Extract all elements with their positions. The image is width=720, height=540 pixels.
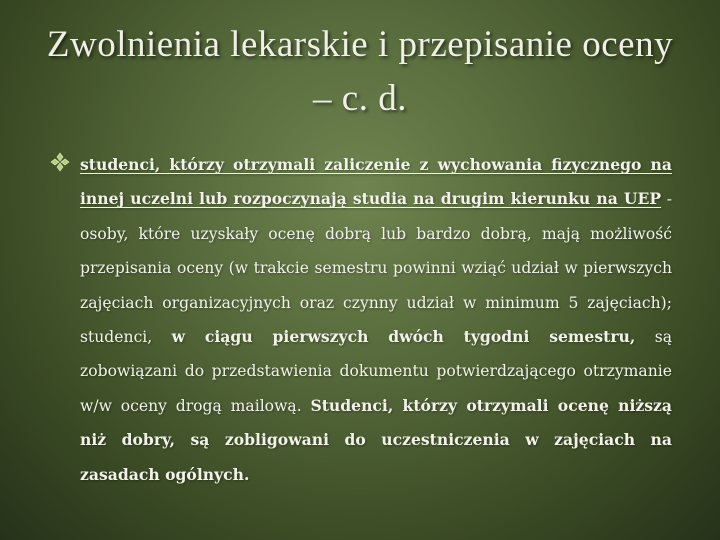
bold-deadline: w ciągu pierwszych dwóch tygodni semestru, <box>171 327 636 347</box>
slide-title <box>0 18 720 126</box>
bold-closing: Studenci, którzy otrzymali ocenę niższą niż dobry, są zobligowani do uczestniczenia w zajęciach na zasadach ogólnych. <box>80 395 672 484</box>
paragraph-text-2: są zobowiązani do przedstawienia dokumentu potwierdzającego otrzymanie w/w oceny drogą mailową. <box>80 328 672 415</box>
title-line-2: – c. d. <box>313 78 407 119</box>
paragraph-text-1: - osoby, które uzyskały ocenę dobrą lub bardzo dobrą, mają możliwość przepisania oceny (w trakcie semestru powinni wziąć udział w pierwszych zajęciach organizacyjnych oraz czynny udział w minimum 5 zajęciach); studenci, <box>80 190 672 347</box>
title-line-1: Zwolnienia lekarskie i przepisanie oceny <box>46 24 674 65</box>
diamond-bullet-icon <box>50 152 70 172</box>
underlined-intro: studenci, którzy otrzymali zaliczenie z wychowania fizycznego na innej uczelni lub rozpoczynają studia na drugim kierunku na UEP <box>80 155 672 209</box>
bullet-paragraph <box>80 148 672 492</box>
